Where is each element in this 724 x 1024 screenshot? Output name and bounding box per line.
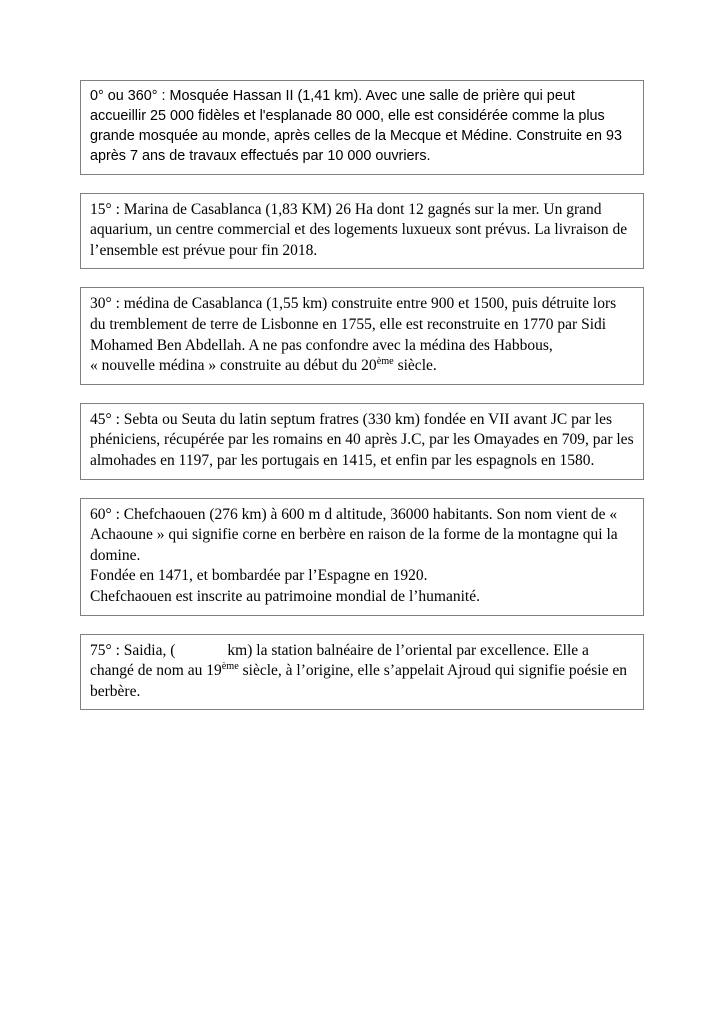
paragraph-line: 30° : médina de Casablanca (1,55 km) construite entre 900 et 1500, puis détruite lors du tremblement de terre de Lisbonne en 1755, elle est reconstruite en 1770 par Sidi Mohamed Ben Abdellah. A ne pas confondre avec la médina des Habbous,: [90, 295, 617, 354]
text-block-bearing-0: [80, 80, 644, 175]
paragraph-line: 45° : Sebta ou Seuta du latin septum fratres (330 km) fondée en VII avant JC par les phéniciens, récupérée par les romains en 40 après J.C, par les Omayades en 709, par les almohades en 1197, par les portugais en 1415, et enfin par les espagnols en 1580.: [90, 410, 634, 469]
paragraph-line: Chefchaouen est inscrite au patrimoine mondial de l’humanité.: [90, 588, 480, 606]
paragraph-line: 15° : Marina de Casablanca (1,83 KM) 26 Ha dont 12 gagnés sur la mer. Un grand aquarium, un centre commercial et des logements luxueux sont prévus. La livraison de l’ensemble est prévue pour fin 2018.: [90, 200, 628, 259]
text-block-bearing-15: [80, 193, 644, 270]
text-block-bearing-45: [80, 403, 644, 480]
text-block-bearing-30: [80, 287, 644, 384]
text-block-bearing-75: [80, 634, 644, 711]
paragraph-line: 0° ou 360° : Mosquée Hassan II (1,41 km). Avec une salle de prière qui peut accueillir 25 000 fidèles et l'esplanade 80 000, elle est considérée comme la plus grande mosquée au monde, après celles de la Mecque et Médine. Construite en 93 après 7 ans de travaux effectués par 10 000 ouvriers.: [90, 88, 622, 164]
paragraph-line: « nouvelle médina » construite au début du 20ème siècle.: [90, 356, 437, 375]
text-block-bearing-60: [80, 498, 644, 616]
paragraph-line: Fondée en 1471, et bombardée par l’Espagne en 1920.: [90, 567, 428, 585]
paragraph-line: 60° : Chefchaouen (276 km) à 600 m d altitude, 36000 habitants. Son nom vient de « Achaoune » qui signifie corne en berbère en raison de la forme de la montagne qui la domine.: [90, 505, 618, 564]
paragraph-line: 75° : Saidia, ( km) la station balnéaire de l’oriental par excellence. Elle a changé de nom au 19ème siècle, à l’origine, elle s’appelait Ajroud qui signifie poésie en berbère.: [90, 641, 627, 700]
